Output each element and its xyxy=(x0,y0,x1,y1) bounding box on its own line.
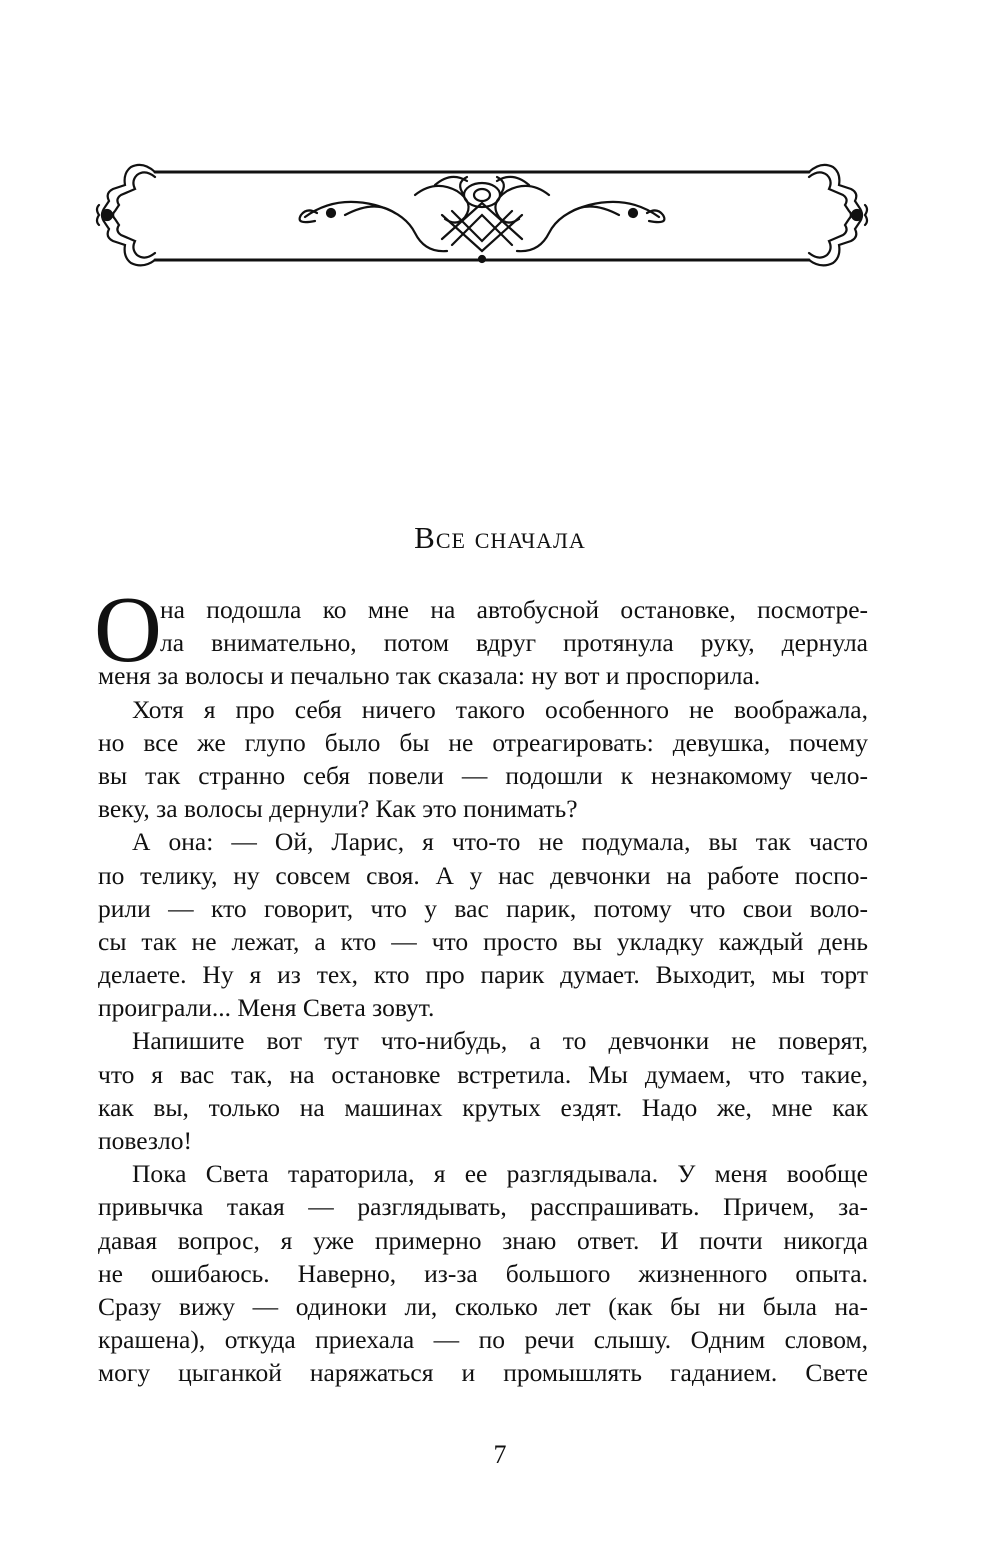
drop-cap: О xyxy=(94,578,162,682)
text-line-content: на подошла ко мне на автобусной остановке, посмотре- xyxy=(160,595,868,624)
text-line: крашена), откуда приехала — по речи слышу. Одним словом, xyxy=(98,1325,868,1355)
text-line: но все же глупо было бы не отреагировать: девушка, почему xyxy=(98,727,868,757)
text-line: Напишите вот тут что-нибудь, а то девчонки не поверят, xyxy=(132,1026,868,1056)
text-line: ла внимательно, потом вдруг протянула руку, дернула xyxy=(160,628,868,658)
text-line: по телику, ну совсем своя. А у нас девчонки на работе поспо- xyxy=(98,860,868,890)
text-line: давая вопрос, я уже примерно знаю ответ. И почти никогда xyxy=(98,1225,868,1255)
text-line: проиграли... Меня Света зовут. xyxy=(98,993,435,1023)
text-line: не ошибаюсь. Наверно, из-за большого жизненного опыта. xyxy=(98,1258,868,1288)
text-line: делаете. Ну я из тех, кто про парик думает. Выходит, мы торт xyxy=(98,960,868,990)
chapter-title: Все сначала xyxy=(414,520,586,555)
page-number: 7 xyxy=(493,1440,507,1469)
ornamental-frame-icon xyxy=(95,155,869,275)
text-line: Хотя я про себя ничего такого особенного не воображала, xyxy=(132,694,868,724)
text-line: вы так странно себя повели — подошли к незнакомому чело- xyxy=(98,760,868,790)
text-line: как вы, только на машинах крутых ездят. Надо же, мне как xyxy=(98,1092,868,1122)
text-line: А она: — Ой, Ларис, я что-то не подумала, вы так часто xyxy=(132,827,868,857)
text-line: могу цыганкой наряжаться и промышлять гаданием. Свете xyxy=(98,1358,868,1388)
text-line: Пока Света тараторила, я ее разглядывала. У меня вообще xyxy=(132,1159,868,1189)
text-line: повезло! xyxy=(98,1126,192,1155)
body-text xyxy=(94,578,868,1390)
text-line: сы так не лежат, а кто — что просто вы укладку каждый день xyxy=(98,926,868,956)
text-line: привычка такая — разглядывать, расспрашивать. Причем, за- xyxy=(98,1192,868,1222)
text-line: что я вас так, на остановке встретила. Мы думаем, что такие, xyxy=(98,1059,868,1089)
text-line: Сразу вижу — одиноки ли, сколько лет (как бы ни была на- xyxy=(98,1291,868,1321)
text-line: веку, за волосы дернули? Как это понимать? xyxy=(98,794,578,824)
text-line: меня за волосы и печально так сказала: ну вот и проспорила. xyxy=(98,661,761,691)
text-line: рили — кто говорит, что у вас парик, потому что свои воло- xyxy=(98,893,868,923)
